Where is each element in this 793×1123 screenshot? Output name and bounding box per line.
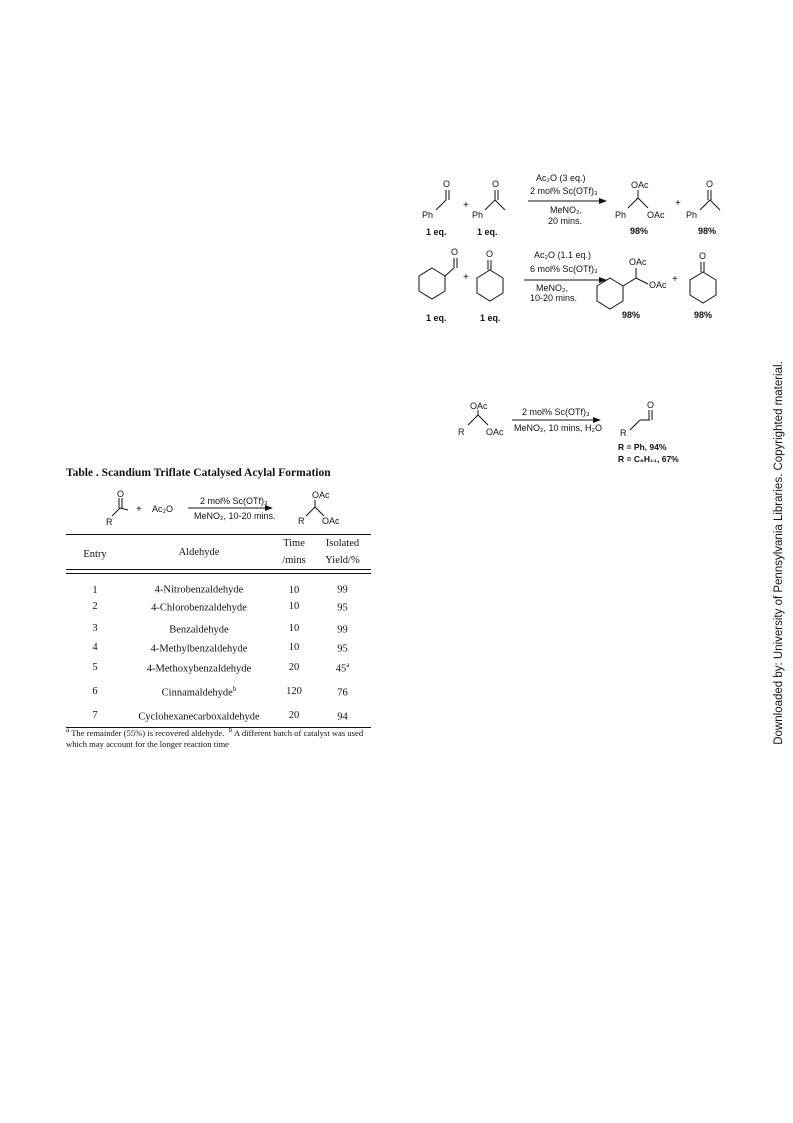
oac-label: OAc [322, 516, 340, 526]
cyclohexanone-structure [477, 249, 503, 301]
aldehyde-cell: Cyclohexanecarboxaldehyde [138, 711, 260, 722]
cyclohexanecarboxaldehyde-structure [419, 247, 458, 299]
cyclohexanone-structure [690, 251, 716, 303]
reactant-eq-label: 1 eq. [480, 313, 501, 323]
acetophenone-structure [686, 179, 720, 220]
yield-cell: 99 [337, 624, 348, 636]
oac-label: OAc [649, 280, 667, 290]
acylal-product-structure [298, 490, 340, 526]
results-table [66, 534, 371, 728]
table-row [66, 640, 371, 656]
table-row [66, 618, 371, 640]
ph-label: Ph [615, 210, 627, 220]
oac-label: OAc [486, 427, 504, 437]
yield-label: 98% [694, 310, 713, 320]
result-line: R = Ph, 94% [618, 442, 667, 452]
oxygen-label: O [706, 179, 714, 189]
reagent-line: 20 mins. [548, 216, 583, 226]
acetophenone-structure [472, 179, 505, 220]
time-cell: 20 [288, 662, 300, 673]
table-row [66, 680, 371, 704]
table-row [66, 656, 371, 680]
aldehyde-cell: 4-Methoxybenzaldehyde [146, 663, 252, 675]
yield-cell: 99 [337, 584, 348, 596]
oxygen-label: O [117, 489, 125, 499]
oxygen-label: O [492, 179, 500, 189]
oac-label: OAc [312, 490, 330, 500]
reagent-line: 2 mol% Sc(OTf)₃ [522, 407, 590, 417]
entry-cell: 5 [92, 662, 98, 673]
entry-cell: 7 [92, 709, 98, 721]
oac-label: OAc [470, 401, 488, 411]
aldehyde-cell: 4-Chlorobenzaldehyde [151, 602, 247, 614]
oac-label: OAc [631, 180, 649, 190]
aldehyde-reactant-structure [106, 489, 128, 527]
time-cell: 20 [288, 709, 300, 721]
reagent-line: 6 mol% Sc(OTf)₃ [530, 264, 598, 274]
r-label: R [620, 428, 627, 438]
reagent-line: 2 mol% Sc(OTf)₃ [530, 186, 598, 196]
column-header-yield: Isolated Yield/% [325, 538, 360, 566]
aldehyde-cell: Benzaldehyde [169, 624, 229, 636]
oxygen-label: O [451, 247, 459, 257]
table-row [66, 596, 371, 618]
yield-cell: 94 [337, 711, 348, 722]
column-header-entry: Entry [83, 548, 107, 560]
time-cell: 120 [286, 686, 302, 697]
r-label: R [106, 517, 113, 527]
reagent-label: Ac₂O [152, 504, 173, 514]
ph-label: Ph [422, 210, 434, 220]
table-title: Table . Scandium Triflate Catalysed Acylal Formation [66, 467, 331, 479]
yield-label: 98% [698, 226, 717, 236]
aldehyde-product-structure [620, 400, 654, 438]
yield-label: 98% [622, 310, 641, 320]
acylal-reactant-structure [458, 401, 504, 437]
reagent-line: 10-20 mins. [530, 293, 578, 303]
yield-label: 98% [630, 226, 649, 236]
ph-label: Ph [686, 210, 698, 220]
aldehyde-cell: 4-Nitrobenzaldehyde [154, 584, 244, 596]
table-row [66, 704, 371, 728]
scheme2-acylal-deprotection [450, 398, 710, 468]
yield-cell: 95 [337, 643, 348, 655]
entry-cell: 6 [92, 686, 98, 697]
table-footnote: $^a$ The remainder (55%) is recovered aldehyde. $^b$ A different batch of catalyst was used which may account for the longer reaction time [66, 726, 364, 749]
ph-label: Ph [472, 210, 484, 220]
plus-sign: + [463, 272, 469, 283]
aldehyde-cell: Cinnamaldehyde$^b$ [161, 684, 237, 699]
entry-cell: 1 [92, 584, 98, 596]
reactant-eq-label: 1 eq. [426, 227, 447, 237]
reactant-eq-label: 1 eq. [426, 313, 447, 323]
column-header-time: Time /mins [282, 538, 306, 566]
time-cell: 10 [288, 584, 300, 596]
reagent-line: Ac₂O (3 eq.) [536, 173, 586, 183]
r-label: R [458, 427, 465, 437]
scheme1-acylal-selectivity [410, 170, 740, 330]
plus-sign: + [136, 504, 142, 515]
oxygen-label: O [486, 249, 494, 259]
column-header-aldehyde: Aldehyde [178, 546, 220, 558]
reagent-line: MeNO₂, 10 mins, H₂O [514, 423, 603, 433]
benzaldehyde-structure [422, 179, 450, 220]
reagent-line: MeNO₂, [536, 283, 568, 293]
condition-line: 2 mol% Sc(OTf)₃ [200, 496, 268, 506]
time-cell: 10 [288, 623, 300, 634]
plus-sign: + [463, 200, 469, 211]
entry-cell: 3 [92, 623, 98, 634]
acylal-product-structure [615, 180, 665, 220]
oxygen-label: O [443, 179, 451, 189]
yield-cell: 95 [337, 602, 348, 614]
oac-label: OAc [629, 257, 647, 267]
oac-label: OAc [647, 210, 665, 220]
yield-cell: 76 [337, 687, 348, 699]
entry-cell: 4 [92, 642, 98, 653]
yield-cell: 45$^a$ [335, 660, 350, 675]
plus-sign: + [672, 274, 678, 285]
oxygen-label: O [699, 251, 707, 261]
result-line: R = C₆H₁₁, 67% [618, 454, 679, 464]
r-label: R [298, 516, 305, 526]
condition-line: MeNO₂, 10-20 mins. [194, 511, 276, 521]
download-notice: Downloaded by: University of Pennsylvania Libraries. Copyrighted material. [773, 361, 785, 745]
reagent-line: MeNO₂, [550, 205, 582, 215]
oxygen-label: O [647, 400, 655, 410]
plus-sign: + [675, 198, 681, 209]
cyclohexyl-acylal-structure [597, 257, 667, 309]
time-cell: 10 [288, 601, 300, 612]
table-row [66, 574, 371, 596]
table-general-scheme [100, 488, 370, 528]
time-cell: 10 [288, 642, 300, 653]
entry-cell: 2 [92, 601, 98, 612]
reagent-line: Ac₂O (1.1 eq.) [534, 250, 592, 260]
reactant-eq-label: 1 eq. [477, 227, 498, 237]
aldehyde-cell: 4-Methylbenzaldehyde [150, 643, 248, 655]
